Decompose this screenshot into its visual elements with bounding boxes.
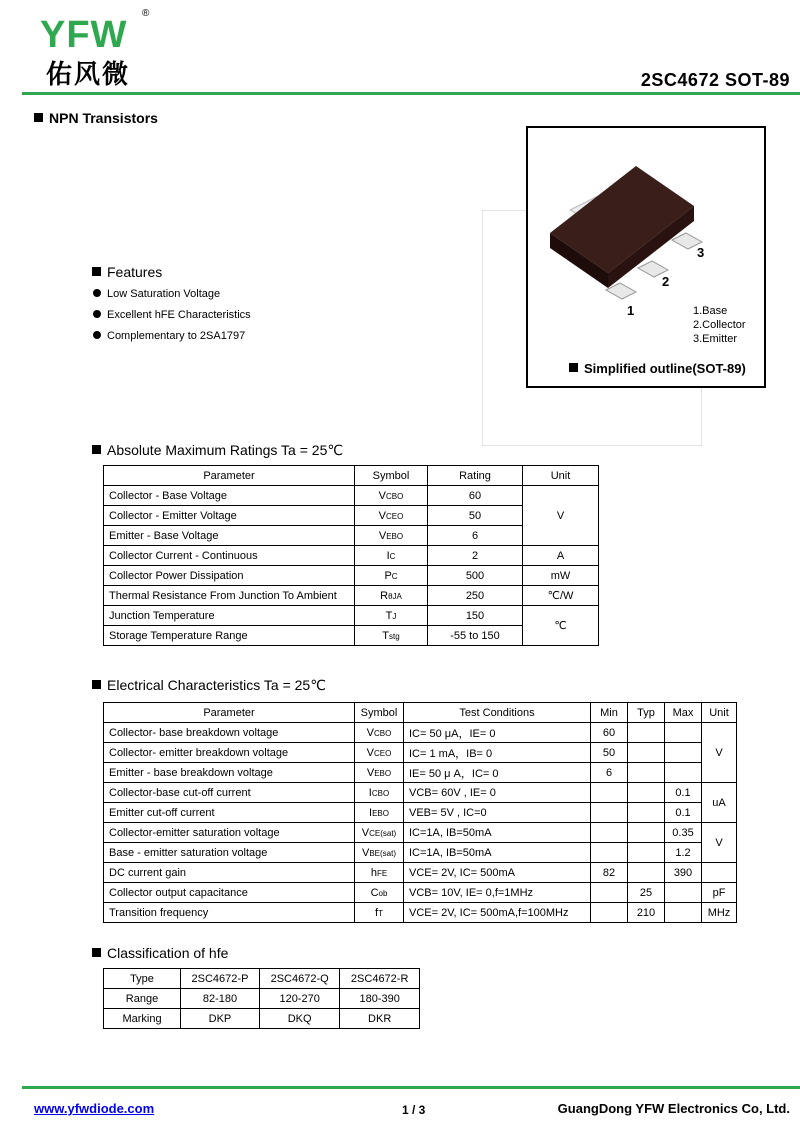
feature-text: Complementary to 2SA1797 bbox=[107, 330, 246, 342]
classification-heading bbox=[92, 945, 228, 961]
min-cell: 6 bbox=[591, 763, 628, 783]
symbol-subscript: stg bbox=[389, 631, 400, 641]
param-cell: Collector output capacitance bbox=[104, 883, 355, 903]
class-cell: 180-390 bbox=[340, 989, 420, 1009]
table-row bbox=[104, 863, 737, 883]
outline-caption-text: Simplified outline(SOT-89) bbox=[584, 361, 746, 376]
square-bullet-icon bbox=[92, 680, 101, 689]
table-row bbox=[104, 566, 599, 586]
website-link[interactable]: www.yfwdiode.com bbox=[34, 1101, 155, 1116]
unit-cell: ℃/W bbox=[523, 586, 599, 606]
class-cell: 2SC4672-P bbox=[181, 969, 260, 989]
column-header: Symbol bbox=[355, 466, 428, 486]
typ-cell bbox=[628, 803, 665, 823]
min-cell bbox=[591, 843, 628, 863]
table-row bbox=[104, 723, 737, 743]
class-cell: Range bbox=[104, 989, 181, 1009]
typ-cell bbox=[628, 783, 665, 803]
min-cell bbox=[591, 823, 628, 843]
symbol-cell bbox=[355, 506, 428, 526]
table-row bbox=[104, 823, 737, 843]
symbol-cell bbox=[355, 863, 404, 883]
unit-cell bbox=[702, 863, 737, 883]
abs-max-heading-text: Absolute Maximum Ratings Ta = 25℃ bbox=[107, 442, 344, 458]
features-heading-text: Features bbox=[107, 264, 163, 280]
dot-bullet-icon bbox=[93, 310, 101, 318]
max-cell: 390 bbox=[665, 863, 702, 883]
symbol-cell bbox=[355, 486, 428, 506]
symbol-cell bbox=[355, 586, 428, 606]
param-cell: Collector - Emitter Voltage bbox=[104, 506, 355, 526]
symbol-subscript: EBO bbox=[374, 768, 392, 778]
registered-mark: ® bbox=[142, 8, 150, 19]
symbol: T bbox=[385, 609, 393, 622]
column-header: Symbol bbox=[355, 703, 404, 723]
param-cell: Collector- emitter breakdown voltage bbox=[104, 743, 355, 763]
condition-cell: VEB= 5V , IC=0 bbox=[404, 803, 591, 823]
symbol: C bbox=[370, 886, 379, 899]
max-cell bbox=[665, 723, 702, 743]
symbol-subscript: T bbox=[378, 908, 383, 918]
symbol: f bbox=[375, 906, 379, 919]
min-cell bbox=[591, 903, 628, 923]
symbol-subscript: BE(sat) bbox=[369, 848, 396, 858]
pin-label: 3 bbox=[697, 245, 705, 260]
min-cell bbox=[591, 883, 628, 903]
table-row bbox=[104, 743, 737, 763]
rating-cell: 2 bbox=[428, 546, 523, 566]
feature-item bbox=[93, 309, 251, 321]
symbol: V bbox=[361, 846, 370, 859]
square-bullet-icon bbox=[92, 267, 101, 276]
condition-cell: IC=1A, IB=50mA bbox=[404, 823, 591, 843]
column-header: Min bbox=[591, 703, 628, 723]
class-cell: 82-180 bbox=[181, 989, 260, 1009]
symbol: I bbox=[368, 786, 372, 799]
unit-cell: V bbox=[702, 823, 737, 863]
page-number: 1 / 3 bbox=[402, 1103, 426, 1117]
param-cell: Emitter - base breakdown voltage bbox=[104, 763, 355, 783]
symbol-subscript: CBO bbox=[374, 728, 392, 738]
min-cell: 60 bbox=[591, 723, 628, 743]
square-bullet-icon bbox=[34, 113, 43, 122]
column-header: Test Conditions bbox=[404, 703, 591, 723]
symbol-subscript: C bbox=[389, 551, 396, 561]
symbol-subscript: θJA bbox=[388, 591, 402, 601]
rating-cell: 50 bbox=[428, 506, 523, 526]
param-cell: Emitter cut-off current bbox=[104, 803, 355, 823]
min-cell: 82 bbox=[591, 863, 628, 883]
elec-heading-text: Electrical Characteristics Ta = 25℃ bbox=[107, 677, 326, 693]
table-row bbox=[104, 486, 599, 506]
param-cell: Collector-base cut-off current bbox=[104, 783, 355, 803]
category-heading bbox=[34, 110, 158, 126]
abs-max-table bbox=[103, 465, 599, 646]
column-header: Max bbox=[665, 703, 702, 723]
param-cell: Collector Current - Continuous bbox=[104, 546, 355, 566]
param-cell: Collector-emitter saturation voltage bbox=[104, 823, 355, 843]
rating-cell: 250 bbox=[428, 586, 523, 606]
condition-cell: IC=1A, IB=50mA bbox=[404, 843, 591, 863]
typ-cell bbox=[628, 863, 665, 883]
symbol: R bbox=[380, 589, 389, 602]
header-rule bbox=[22, 92, 800, 95]
symbol-cell bbox=[355, 783, 404, 803]
column-header: Typ bbox=[628, 703, 665, 723]
condition-cell: VCB= 60V , IE= 0 bbox=[404, 783, 591, 803]
symbol-cell bbox=[355, 803, 404, 823]
column-header: Unit bbox=[702, 703, 737, 723]
class-cell: DKR bbox=[340, 1009, 420, 1029]
outline-caption bbox=[569, 361, 746, 376]
table-row bbox=[104, 763, 737, 783]
param-cell: Collector - Base Voltage bbox=[104, 486, 355, 506]
symbol-subscript: EBO bbox=[372, 808, 389, 818]
table-row bbox=[104, 903, 737, 923]
symbol: V bbox=[378, 489, 386, 502]
max-cell: 0.1 bbox=[665, 783, 702, 803]
pin-label: 2 bbox=[662, 274, 670, 289]
sot89-package-icon bbox=[528, 128, 764, 386]
symbol-subscript: CBO bbox=[371, 788, 390, 798]
class-cell: Type bbox=[104, 969, 181, 989]
unit-cell: MHz bbox=[702, 903, 737, 923]
symbol: V bbox=[378, 529, 387, 542]
param-cell: Junction Temperature bbox=[104, 606, 355, 626]
symbol: V bbox=[378, 509, 386, 522]
symbol-cell bbox=[355, 843, 404, 863]
table-row bbox=[104, 803, 737, 823]
symbol: I bbox=[369, 806, 373, 819]
param-cell: Thermal Resistance From Junction To Ambient bbox=[104, 586, 355, 606]
table-row bbox=[104, 883, 737, 903]
max-cell: 1.2 bbox=[665, 843, 702, 863]
max-cell bbox=[665, 903, 702, 923]
condition-cell: VCB= 10V, IE= 0,f=1MHz bbox=[404, 883, 591, 903]
document-title: 2SC4672 SOT-89 bbox=[640, 70, 790, 90]
pin-description: 2.Collector bbox=[693, 319, 746, 331]
symbol-subscript: EBO bbox=[386, 531, 404, 541]
param-cell: Transition frequency bbox=[104, 903, 355, 923]
unit-cell: V bbox=[523, 486, 599, 546]
symbol-cell bbox=[355, 526, 428, 546]
symbol-cell bbox=[355, 903, 404, 923]
class-cell: Marking bbox=[104, 1009, 181, 1029]
class-cell: 2SC4672-R bbox=[340, 969, 420, 989]
dot-bullet-icon bbox=[93, 331, 101, 339]
symbol-subscript: CEO bbox=[386, 511, 404, 521]
column-header: Unit bbox=[523, 466, 599, 486]
unit-cell: ℃ bbox=[523, 606, 599, 646]
logo-text: YFW bbox=[40, 14, 128, 56]
feature-item bbox=[93, 330, 245, 342]
square-bullet-icon bbox=[92, 445, 101, 454]
symbol-cell bbox=[355, 743, 404, 763]
min-cell bbox=[591, 803, 628, 823]
symbol: V bbox=[361, 826, 370, 839]
param-cell: Emitter - Base Voltage bbox=[104, 526, 355, 546]
table-row bbox=[104, 843, 737, 863]
column-header: Rating bbox=[428, 466, 523, 486]
symbol: P bbox=[384, 569, 392, 582]
abs-max-heading bbox=[92, 442, 343, 459]
feature-text: Low Saturation Voltage bbox=[107, 288, 221, 300]
classification-heading-text: Classification of hfe bbox=[107, 945, 229, 961]
symbol-cell bbox=[355, 763, 404, 783]
column-header: Parameter bbox=[104, 466, 355, 486]
max-cell: 0.35 bbox=[665, 823, 702, 843]
table-row bbox=[104, 546, 599, 566]
table-row bbox=[104, 969, 420, 989]
symbol-cell bbox=[355, 883, 404, 903]
table-row bbox=[104, 586, 599, 606]
class-cell: 2SC4672-Q bbox=[259, 969, 339, 989]
max-cell bbox=[665, 743, 702, 763]
footer-rule bbox=[22, 1086, 800, 1089]
classification-table bbox=[103, 968, 420, 1029]
class-cell: DKQ bbox=[259, 1009, 339, 1029]
table-row bbox=[104, 606, 599, 626]
column-header: Parameter bbox=[104, 703, 355, 723]
symbol: I bbox=[386, 549, 390, 562]
typ-cell bbox=[628, 843, 665, 863]
pin-description: 3.Emitter bbox=[693, 333, 738, 345]
condition-cell: IC= 1 mA，IB= 0 bbox=[404, 743, 591, 763]
symbol-subscript: J bbox=[392, 611, 397, 621]
typ-cell bbox=[628, 763, 665, 783]
electrical-characteristics-table bbox=[103, 702, 737, 923]
param-cell: Collector- base breakdown voltage bbox=[104, 723, 355, 743]
class-cell: DKP bbox=[181, 1009, 260, 1029]
symbol: T bbox=[382, 629, 390, 642]
max-cell bbox=[665, 883, 702, 903]
min-cell: 50 bbox=[591, 743, 628, 763]
symbol-cell bbox=[355, 606, 428, 626]
feature-text: Excellent hFE Characteristics bbox=[107, 309, 251, 321]
param-cell: Collector Power Dissipation bbox=[104, 566, 355, 586]
min-cell bbox=[591, 783, 628, 803]
max-cell: 0.1 bbox=[665, 803, 702, 823]
condition-cell: IE= 50 μ A，IC= 0 bbox=[404, 763, 591, 783]
symbol: V bbox=[366, 746, 374, 759]
unit-cell: mW bbox=[523, 566, 599, 586]
rating-cell: 60 bbox=[428, 486, 523, 506]
symbol-subscript: CBO bbox=[386, 491, 404, 501]
unit-cell: uA bbox=[702, 783, 737, 823]
symbol-cell bbox=[355, 823, 404, 843]
condition-cell: VCE= 2V, IC= 500mA bbox=[404, 863, 591, 883]
symbol-subscript: ob bbox=[378, 888, 388, 898]
param-cell: Base - emitter saturation voltage bbox=[104, 843, 355, 863]
square-bullet-icon bbox=[92, 948, 101, 957]
max-cell bbox=[665, 763, 702, 783]
typ-cell bbox=[628, 723, 665, 743]
condition-cell: IC= 50 μA，IE= 0 bbox=[404, 723, 591, 743]
features-heading bbox=[92, 264, 162, 280]
rating-cell: -55 to 150 bbox=[428, 626, 523, 646]
category-label: NPN Transistors bbox=[49, 110, 158, 126]
elec-heading bbox=[92, 677, 326, 694]
symbol-subscript: CEO bbox=[374, 748, 392, 758]
symbol-subscript: CE(sat) bbox=[369, 828, 397, 838]
symbol-cell bbox=[355, 566, 428, 586]
dot-bullet-icon bbox=[93, 289, 101, 297]
condition-cell: VCE= 2V, IC= 500mA,f=100MHz bbox=[404, 903, 591, 923]
pin-description: 1.Base bbox=[693, 305, 728, 317]
symbol-cell bbox=[355, 626, 428, 646]
company-name: GuangDong YFW Electronics Co, Ltd. bbox=[557, 1101, 790, 1116]
symbol: h bbox=[370, 866, 377, 879]
rating-cell: 6 bbox=[428, 526, 523, 546]
symbol-subscript: FE bbox=[376, 868, 388, 878]
feature-item bbox=[93, 288, 220, 300]
param-cell: Storage Temperature Range bbox=[104, 626, 355, 646]
symbol-subscript: C bbox=[391, 571, 398, 581]
logo-chinese: 佑风微 bbox=[46, 60, 131, 90]
package-outline-box bbox=[526, 126, 766, 388]
table-row bbox=[104, 989, 420, 1009]
class-cell: 120-270 bbox=[259, 989, 339, 1009]
table-header-row bbox=[104, 466, 599, 486]
symbol-cell bbox=[355, 546, 428, 566]
unit-cell: pF bbox=[702, 883, 737, 903]
symbol-cell bbox=[355, 723, 404, 743]
square-bullet-icon bbox=[569, 363, 578, 372]
unit-cell: V bbox=[702, 723, 737, 783]
symbol: V bbox=[366, 726, 374, 739]
typ-cell bbox=[628, 743, 665, 763]
table-row bbox=[104, 1009, 420, 1029]
rating-cell: 500 bbox=[428, 566, 523, 586]
pin-label: 1 bbox=[627, 303, 635, 318]
param-cell: DC current gain bbox=[104, 863, 355, 883]
table-header-row bbox=[104, 703, 737, 723]
unit-cell: A bbox=[523, 546, 599, 566]
typ-cell: 210 bbox=[628, 903, 665, 923]
typ-cell: 25 bbox=[628, 883, 665, 903]
table-row bbox=[104, 783, 737, 803]
rating-cell: 150 bbox=[428, 606, 523, 626]
typ-cell bbox=[628, 823, 665, 843]
symbol: V bbox=[366, 766, 375, 779]
